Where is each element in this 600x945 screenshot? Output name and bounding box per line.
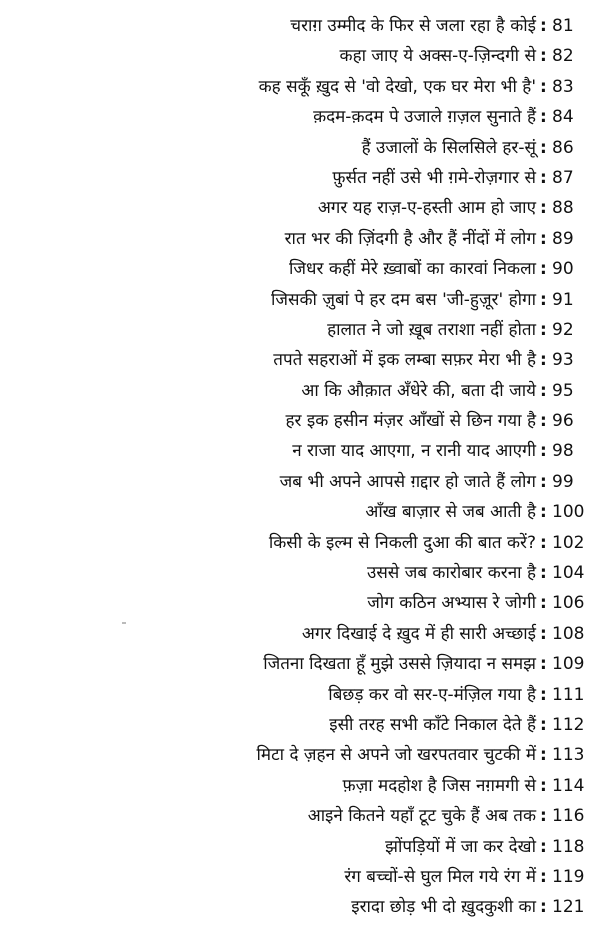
- entry-title: फ़ुर्सत नहीं उसे भी ग़मे-रोज़गार से: [332, 167, 536, 188]
- entry-page-number: 106: [552, 593, 585, 614]
- entry-title: झोंपड़ियों में जा कर देखो: [385, 836, 536, 857]
- separator: :: [540, 76, 547, 97]
- entry-title: हालात ने जो ख़ूब तराशा नहीं होता: [327, 319, 536, 340]
- separator: :: [540, 350, 547, 371]
- stray-mark: [122, 622, 126, 624]
- entry-page-number: 90: [552, 259, 574, 280]
- entry-page-number: 104: [552, 563, 585, 584]
- entry-title: क़दम-क़दम पे उजाले ग़ज़ल सुनाते हैं: [313, 107, 536, 128]
- entry-page-number: 83: [552, 76, 574, 97]
- entry-page-number: 111: [552, 684, 585, 705]
- entry-title: आइने कितने यहाँ टूट चुके हैं अब तक: [307, 806, 536, 827]
- toc-entry: [0, 255, 600, 285]
- separator: :: [540, 107, 547, 128]
- entry-page-number: 89: [552, 228, 574, 249]
- entry-title: जोग कठिन अभ्यास रे जोगी: [367, 593, 536, 614]
- separator: :: [540, 593, 547, 614]
- entry-title: अगर दिखाई दे ख़ुद में ही सारी अच्छाई: [301, 623, 536, 644]
- entry-title: आ कि औक़ात अँधेरे की, बता दी जाये: [301, 380, 536, 401]
- toc-entry: [0, 316, 600, 346]
- separator: :: [540, 16, 547, 36]
- separator: :: [540, 228, 547, 249]
- entry-page-number: 98: [552, 441, 574, 462]
- separator: :: [540, 623, 547, 644]
- entry-title: कहा जाए ये अक्स-ए-ज़िन्दगी से: [339, 46, 536, 67]
- entry-page-number: 102: [552, 532, 585, 553]
- toc-entry: [0, 437, 600, 467]
- separator: :: [540, 289, 547, 310]
- separator: :: [540, 502, 547, 523]
- entry-page-number: 93: [552, 350, 574, 371]
- separator: :: [540, 198, 547, 219]
- entry-page-number: 99: [552, 471, 574, 492]
- separator: :: [540, 532, 547, 553]
- toc-entry: [0, 407, 600, 437]
- toc-entry: [0, 681, 600, 711]
- entry-page-number: 116: [552, 806, 585, 827]
- separator: :: [540, 866, 547, 887]
- entry-title: रंग बच्चों-से घुल मिल गये रंग में: [344, 866, 536, 887]
- toc-entry: [0, 529, 600, 559]
- separator: :: [540, 167, 547, 188]
- entry-page-number: 81: [552, 16, 574, 36]
- separator: :: [540, 806, 547, 827]
- separator: :: [540, 441, 547, 462]
- separator: :: [540, 836, 547, 857]
- separator: :: [540, 897, 547, 918]
- entry-page-number: 82: [552, 46, 574, 67]
- entry-page-number: 121: [552, 897, 585, 918]
- entry-page-number: 87: [552, 167, 574, 188]
- toc-entry: [0, 134, 600, 164]
- separator: :: [540, 714, 547, 735]
- toc-entry: [0, 286, 600, 316]
- entry-page-number: 112: [552, 714, 585, 735]
- entry-page-number: 100: [552, 502, 585, 523]
- entry-title: हर इक हसीन मंज़र आँखों से छिन गया है: [285, 411, 536, 432]
- entry-page-number: 108: [552, 623, 585, 644]
- entry-title: जिधर कहीं मेरे ख़्वाबों का कारवां निकला: [289, 259, 536, 280]
- entry-page-number: 92: [552, 319, 574, 340]
- toc-entry: [0, 468, 600, 498]
- entry-title: न राजा याद आएगा, न रानी याद आएगी: [292, 441, 536, 462]
- toc-entry: [0, 741, 600, 771]
- toc-entry: [0, 650, 600, 680]
- entry-title: किसी के इल्म से निकली दुआ की बात करें?: [268, 532, 536, 553]
- entry-title: फ़ज़ा मदहोश है जिस नग़मगी से: [342, 775, 536, 796]
- entry-title: उससे जब कारोबार करना है: [367, 563, 536, 584]
- toc-entry: [0, 559, 600, 589]
- toc-entry: [0, 498, 600, 528]
- entry-title: बिछड़ कर वो सर-ए-मंज़िल गया है: [328, 684, 536, 705]
- separator: :: [540, 471, 547, 492]
- entry-title: हैं उजालों के सिलसिले हर-सूं: [361, 137, 536, 158]
- toc-entry: [0, 620, 600, 650]
- toc-entry: [0, 225, 600, 255]
- entry-title: जब भी अपने आपसे ग़द्दार हो जाते हैं लोग: [279, 471, 536, 492]
- toc-entry: [0, 346, 600, 376]
- toc-entry: [0, 711, 600, 741]
- entry-title: तपते सहराओं में इक लम्बा सफ़र मेरा भी है: [273, 350, 536, 371]
- entry-page-number: 91: [552, 289, 574, 310]
- entry-title: इसी तरह सभी काँटे निकाल देते हैं: [329, 714, 536, 735]
- toc-entry: [0, 893, 600, 923]
- entry-page-number: 119: [552, 866, 585, 887]
- separator: :: [540, 380, 547, 401]
- toc-entry: [0, 833, 600, 863]
- entry-title: जितना दिखता हूँ मुझे उससे ज़ियादा न समझ: [263, 654, 536, 675]
- entry-page-number: 109: [552, 654, 585, 675]
- entry-title: रात भर की ज़िंदगी है और हैं नींदों में लोग: [284, 228, 536, 249]
- toc-entry: [0, 194, 600, 224]
- toc-entry: [0, 73, 600, 103]
- separator: :: [540, 137, 547, 158]
- entry-title: चराग़ उम्मीद के फिर से जला रहा है कोई: [290, 16, 536, 36]
- separator: :: [540, 745, 547, 766]
- entry-page-number: 113: [552, 745, 585, 766]
- separator: :: [540, 684, 547, 705]
- entry-page-number: 84: [552, 107, 574, 128]
- separator: :: [540, 654, 547, 675]
- toc-entry: [0, 103, 600, 133]
- toc-entry: [0, 164, 600, 194]
- toc-entry: [0, 772, 600, 802]
- toc-entry: [0, 12, 600, 42]
- toc-entry: [0, 802, 600, 832]
- separator: :: [540, 46, 547, 67]
- entry-page-number: 95: [552, 380, 574, 401]
- entry-title: कह सकूँ ख़ुद से 'वो देखो, एक घर मेरा भी है': [258, 76, 536, 97]
- table-of-contents: [0, 12, 600, 924]
- separator: :: [540, 775, 547, 796]
- toc-entry: [0, 863, 600, 893]
- entry-title: अगर यह राज़-ए-हस्ती आम हो जाए: [317, 198, 536, 219]
- separator: :: [540, 411, 547, 432]
- entry-page-number: 86: [552, 137, 574, 158]
- toc-entry: [0, 42, 600, 72]
- toc-entry: [0, 377, 600, 407]
- entry-page-number: 114: [552, 775, 585, 796]
- separator: :: [540, 319, 547, 340]
- entry-page-number: 96: [552, 411, 574, 432]
- entry-page-number: 88: [552, 198, 574, 219]
- separator: :: [540, 563, 547, 584]
- separator: :: [540, 259, 547, 280]
- entry-title: आँख बाज़ार से जब आती है: [365, 502, 536, 523]
- entry-title: मिटा दे ज़हन से अपने जो खरपतवार चुटकी में: [256, 745, 536, 766]
- entry-page-number: 118: [552, 836, 585, 857]
- toc-entry: [0, 589, 600, 619]
- entry-title: इरादा छोड़ भी दो ख़ुदकुशी का: [351, 897, 536, 918]
- entry-title: जिसकी ज़ुबां पे हर दम बस 'जी-हुज़ूर' होगा: [270, 289, 536, 310]
